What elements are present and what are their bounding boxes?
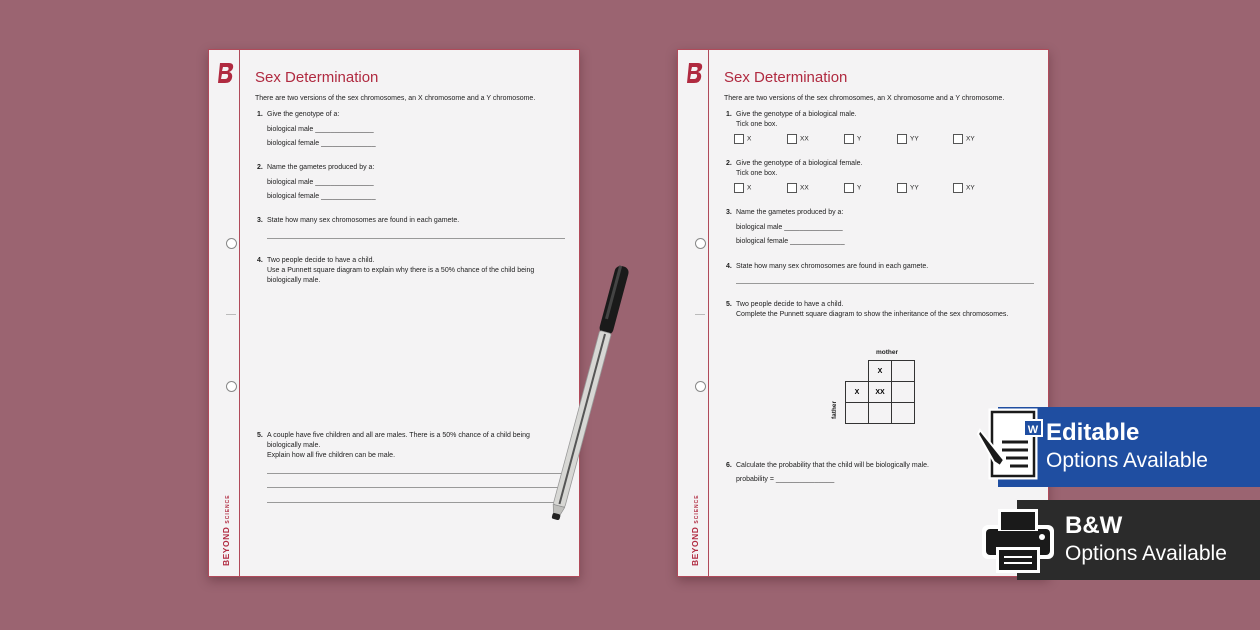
q2-option-xx[interactable]: XX: [787, 183, 809, 193]
q2-text: Give the genotype of a biological female.: [736, 160, 863, 167]
q1-option-yy[interactable]: YY: [897, 134, 919, 144]
q5-number: 5.: [257, 432, 263, 439]
q5-line3: Explain how all five children can be male.: [267, 452, 396, 459]
punch-hole: [226, 238, 237, 249]
punnett-mother-label: mother: [876, 349, 899, 356]
fold-mark: [226, 314, 236, 315]
margin-line: [239, 50, 240, 576]
answer-line: [267, 473, 565, 474]
q2-option-y[interactable]: Y: [844, 183, 861, 193]
checkbox[interactable]: [734, 183, 744, 193]
printer-icon: [980, 505, 1056, 575]
punnett-corner: [846, 361, 869, 382]
punnett-cell[interactable]: [892, 361, 915, 382]
punch-hole: [226, 381, 237, 392]
checkbox[interactable]: [897, 134, 907, 144]
q2-tick: Tick one box.: [736, 170, 778, 177]
q1-option-y[interactable]: Y: [844, 134, 861, 144]
checkbox[interactable]: [953, 134, 963, 144]
q4-number: 4.: [726, 263, 732, 270]
worksheet-title: Sex Determination: [255, 69, 379, 86]
answer-line: [267, 502, 565, 503]
q6-answer: probability = _______________: [736, 476, 835, 483]
q4-line3: biologically male.: [267, 277, 321, 284]
q3-text: State how many sex chromosomes are found in each gamete.: [267, 217, 460, 224]
q1-option-xy[interactable]: XY: [953, 134, 975, 144]
answer-line: [267, 487, 565, 488]
q4-number: 4.: [257, 257, 263, 264]
q1-number: 1.: [257, 111, 263, 118]
worksheet-intro: There are two versions of the sex chromosomes, an X chromosome and a Y chromosome.: [724, 95, 1005, 102]
q4-text: State how many sex chromosomes are found in each gamete.: [736, 263, 929, 270]
q3-answer-female: biological female ______________: [736, 238, 845, 245]
q3-number: 3.: [726, 209, 732, 216]
q1-text: Give the genotype of a:: [267, 111, 340, 118]
beyond-logo-icon: [217, 62, 235, 84]
q1-answer-female: biological female ______________: [267, 140, 376, 147]
answer-line: [736, 283, 1034, 284]
q2-answer-male: biological male _______________: [267, 179, 374, 186]
q5-line2: Complete the Punnett square diagram to show the inheritance of the sex chromosomes.: [736, 311, 1009, 318]
pen-icon: [540, 255, 640, 525]
q1-answer-male: biological male _______________: [267, 126, 374, 133]
beyond-logo-icon: [686, 62, 704, 84]
q2-option-yy[interactable]: YY: [897, 183, 919, 193]
q4-line1: Two people decide to have a child.: [267, 257, 375, 264]
punnett-father-allele: X: [846, 382, 869, 403]
q5-line1: A couple have five children and all are males. There is a 50% chance of a child being: [267, 432, 530, 439]
q1-number: 1.: [726, 111, 732, 118]
q1-option-xx[interactable]: XX: [787, 134, 809, 144]
worksheet-left: [208, 49, 580, 577]
fold-mark: [695, 314, 705, 315]
punnett-mother-allele: X: [869, 361, 892, 382]
bw-title: B&W: [1065, 512, 1123, 539]
checkbox[interactable]: [734, 134, 744, 144]
q5-line1: Two people decide to have a child.: [736, 301, 844, 308]
punnett-cell[interactable]: [869, 403, 892, 424]
checkbox[interactable]: [844, 134, 854, 144]
q4-line2: Use a Punnett square diagram to explain why there is a 50% chance of the child being: [267, 267, 535, 274]
bw-subtitle: Options Available: [1065, 542, 1227, 565]
margin-line: [708, 50, 709, 576]
q6-text: Calculate the probability that the child will be biologically male.: [736, 462, 929, 469]
q2-answer-female: biological female ______________: [267, 193, 376, 200]
q1-option-x[interactable]: X: [734, 134, 751, 144]
worksheet-intro: There are two versions of the sex chromosomes, an X chromosome and a Y chromosome.: [255, 95, 536, 102]
brand-vertical: BEYONDSCIENCE: [690, 494, 700, 566]
editable-title: Editable: [1046, 419, 1140, 446]
q2-option-x[interactable]: X: [734, 183, 751, 193]
punnett-cell[interactable]: [892, 382, 915, 403]
q1-tick: Tick one box.: [736, 121, 778, 128]
worksheet-right: [677, 49, 1049, 577]
editable-subtitle: Options Available: [1046, 449, 1208, 472]
punnett-cell: XX: [869, 382, 892, 403]
checkbox[interactable]: [787, 134, 797, 144]
checkbox[interactable]: [897, 183, 907, 193]
q5-number: 5.: [726, 301, 732, 308]
punnett-cell[interactable]: [892, 403, 915, 424]
q5-line2: biologically male.: [267, 442, 321, 449]
punnett-square: [845, 360, 915, 424]
q6-number: 6.: [726, 462, 732, 469]
worksheet-title: Sex Determination: [724, 69, 848, 86]
answer-line: [267, 238, 565, 239]
q2-number: 2.: [257, 164, 263, 171]
q3-answer-male: biological male _______________: [736, 224, 843, 231]
svg-text:W: W: [1027, 424, 1039, 436]
checkbox[interactable]: [953, 183, 963, 193]
punch-hole: [695, 238, 706, 249]
brand-vertical: BEYONDSCIENCE: [221, 494, 231, 566]
checkbox[interactable]: [787, 183, 797, 193]
q1-text: Give the genotype of a biological male.: [736, 111, 857, 118]
word-document-edit-icon: [976, 406, 1056, 486]
punnett-father-label: father: [831, 400, 839, 420]
q3-number: 3.: [257, 217, 263, 224]
q2-number: 2.: [726, 160, 732, 167]
q3-text: Name the gametes produced by a:: [736, 209, 844, 216]
q2-option-xy[interactable]: XY: [953, 183, 975, 193]
q2-text: Name the gametes produced by a:: [267, 164, 375, 171]
punch-hole: [695, 381, 706, 392]
checkbox[interactable]: [844, 183, 854, 193]
punnett-cell[interactable]: [846, 403, 869, 424]
